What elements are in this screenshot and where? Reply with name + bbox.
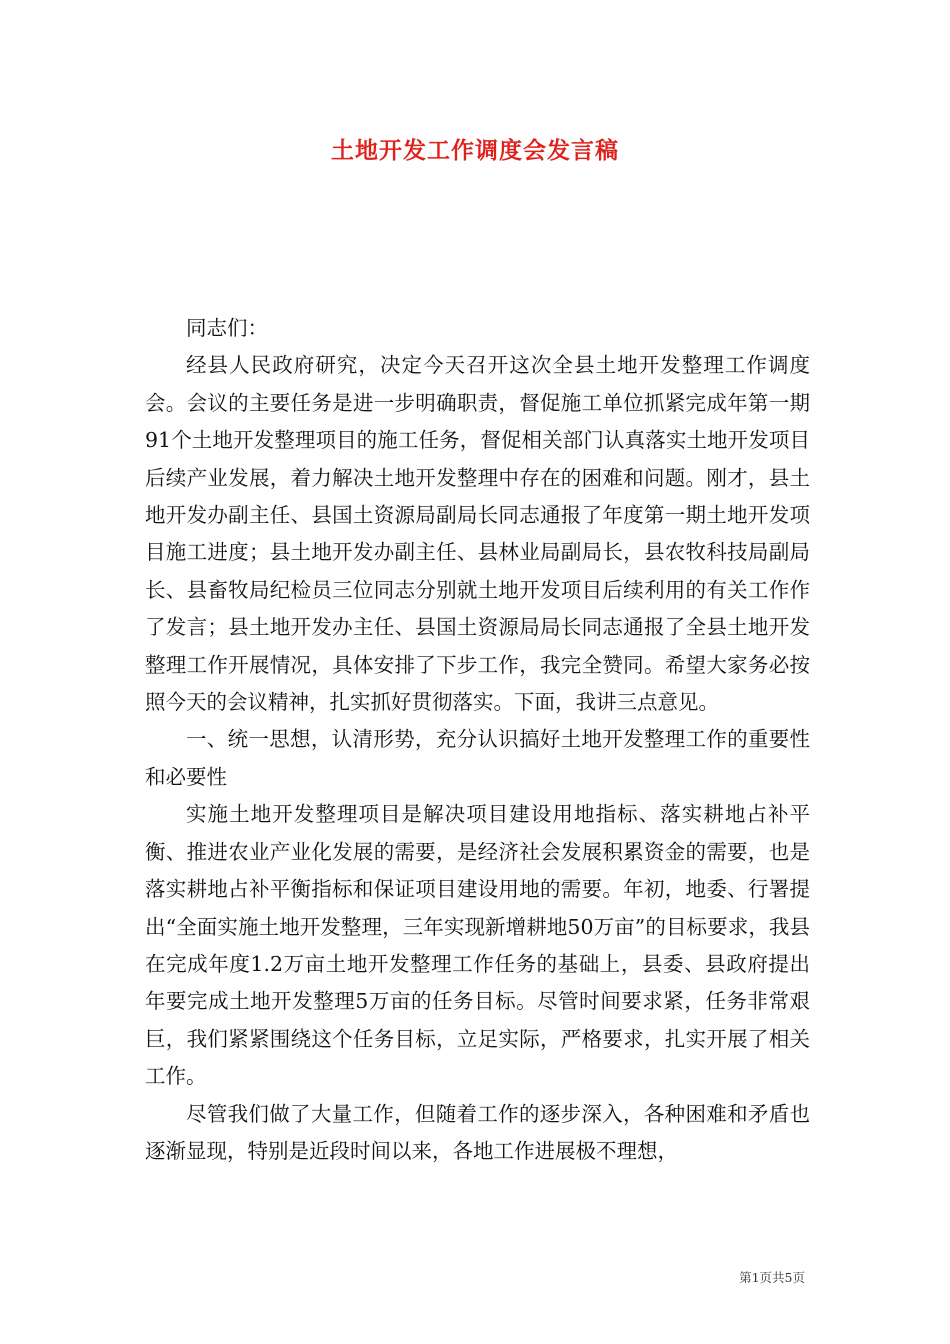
- paragraph-intro: 经县人民政府研究，决定今天召开这次全县土地开发整理工作调度会。会议的主要任务是进一步明确职责，督促施工单位抓紧完成年第一期91个土地开发整理项目的施工任务，督促相关部门认真落实土地开发项目后续产业发展，着力解决土地开发整理中存在的困难和问题。刚才，县土地开发办副主任、县国土资源局副局长同志通报了年度第一期土地开发项目施工进度；县土地开发办副主任、县林业局副局长，县农牧科技局副局长、县畜牧局纪检员三位同志分别就土地开发项目后续利用的有关工作作了发言；县土地开发办主任、县国土资源局局长同志通报了全县土地开发整理工作开展情况，具体安排了下步工作，我完全赞同。希望大家务必按照今天的会议精神，扎实抓好贯彻落实。下面，我讲三点意见。: [145, 353, 810, 715]
- section-heading-1: 一、统一思想，认清形势，充分认识搞好土地开发整理工作的重要性和必要性: [145, 727, 810, 789]
- paragraph-difficulties: 尽管我们做了大量工作，但随着工作的逐步深入，各种困难和矛盾也逐渐显现，特别是近段时间以来，各地工作进展极不理想，: [145, 1101, 810, 1163]
- document-title: 土地开发工作调度会发言稿: [331, 137, 619, 164]
- paragraph-section-1: 实施土地开发整理项目是解决项目建设用地指标、落实耕地占补平衡、推进农业产业化发展的需要，是经济社会发展积累资金的需要，也是落实耕地占补平衡指标和保证项目建设用地的需要。年初，地委、行署提出“全面实施土地开发整理，三年实现新增耕地50万亩”的目标要求，我县在完成年度1.2万亩土地开发整理工作任务的基础上，县委、县政府提出年要完成土地开发整理5万亩的任务目标。尽管时间要求紧，任务非常艰巨，我们紧紧围绕这个任务目标，立足实际，严格要求，扎实开展了相关工作。: [145, 802, 810, 1089]
- page-number-label: 第1页共5页: [739, 1270, 805, 1285]
- document-body: [145, 310, 810, 1170]
- salutation: 同志们：: [186, 316, 268, 340]
- page-number: [739, 1268, 805, 1286]
